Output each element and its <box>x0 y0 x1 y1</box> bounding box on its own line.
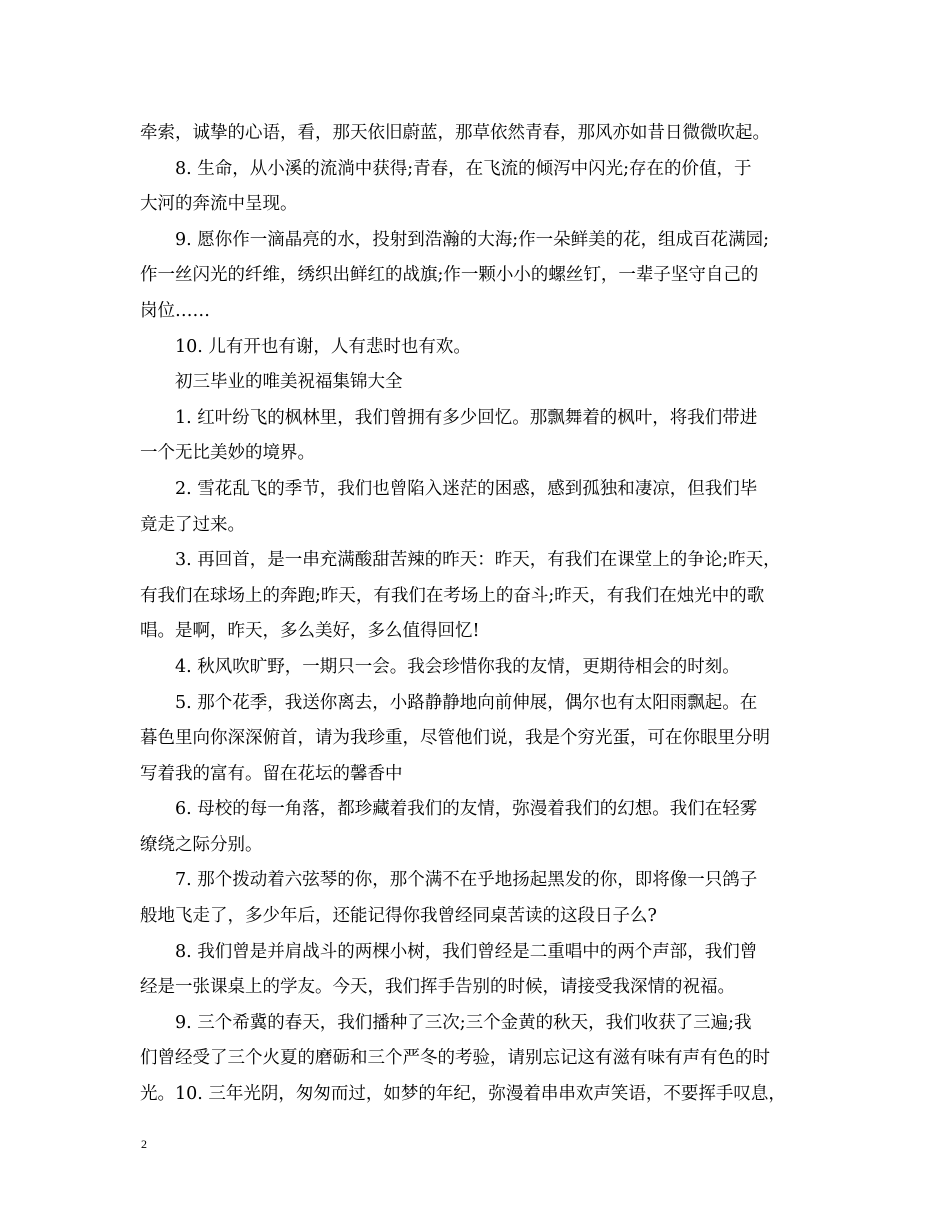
text-line: 大河的奔流中呈现。 <box>140 194 298 215</box>
text-line: 4. 秋风吹旷野，一期只一会。我会珍惜你我的友情，更期待相会的时刻。 <box>175 656 740 677</box>
text-line: 岗位…… <box>140 300 210 321</box>
text-line: 牵索，诚挚的心语，看，那天依旧蔚蓝，那草依然青春，那风亦如昔日微微吹起。 <box>140 123 770 143</box>
text-line: 暮色里向你深深俯首，请为我珍重，尽管他们说，我是个穷光蛋，可在你眼里分明 <box>140 728 770 749</box>
text-line: 5. 那个花季，我送你离去，小路静静地向前伸展，偶尔也有太阳雨飘起。在 <box>175 692 758 713</box>
text-line: 9. 愿你作一滴晶亮的水，投射到浩瀚的大海;作一朵鲜美的花，组成百花满园; <box>175 229 770 250</box>
page-number: 2 <box>141 1137 147 1151</box>
text-line: 竟走了过来。 <box>140 514 245 535</box>
text-line: 6. 母校的每一角落，都珍藏着我们的友情，弥漫着我们的幻想。我们在轻雾 <box>175 799 758 820</box>
text-line: 3. 再回首，是一串充满酸甜苦辣的昨天：昨天，有我们在课堂上的争论;昨天， <box>175 550 781 571</box>
text-line: 写着我的富有。留在花坛的馨香中 <box>140 763 403 784</box>
text-line: 8. 我们曾是并肩战斗的两棵小树，我们曾经是二重唱中的两个声部，我们曾 <box>175 941 758 962</box>
text-line: 7. 那个拨动着六弦琴的你，那个满不在乎地扬起黑发的你，即将像一只鸽子 <box>175 870 758 891</box>
text-line: 10. 儿有开也有谢，人有悲时也有欢。 <box>175 336 471 357</box>
text-line: 作一丝闪光的纤维，绣织出鲜红的战旗;作一颗小小的螺丝钉，一辈子坚守自己的 <box>140 265 759 286</box>
text-line: 光。10. 三年光阴，匆匆而过，如梦的年纪，弥漫着串串欢声笑语，不要挥手叹息， <box>140 1084 786 1105</box>
text-line: 8. 生命，从小溪的流淌中获得;青春，在飞流的倾泻中闪光;存在的价值，于 <box>175 158 752 179</box>
text-line: 们曾经受了三个火夏的磨砺和三个严冬的考验，请别忘记这有滋有味有声有色的时 <box>140 1048 770 1069</box>
text-line: 有我们在球场上的奔跑;昨天，有我们在考场上的奋斗;昨天，有我们在烛光中的歌 <box>140 585 765 606</box>
document-body <box>140 116 830 1113</box>
text-line: 2. 雪花乱飞的季节，我们也曾陷入迷茫的困惑，感到孤独和凄凉，但我们毕 <box>175 478 758 499</box>
text-line: 9. 三个希冀的春天，我们播种了三次;三个金黄的秋天，我们收获了三遍;我 <box>175 1012 752 1033</box>
text-line: 经是一张课桌上的学友。今天，我们挥手告别的时候，请接受我深情的祝福。 <box>140 977 735 998</box>
text-line: 1. 红叶纷飞的枫林里，我们曾拥有多少回忆。那飘舞着的枫叶，将我们带进 <box>175 407 758 428</box>
text-line: 唱。是啊，昨天，多么美好，多么值得回忆! <box>140 621 480 642</box>
text-line: 一个无比美妙的境界。 <box>140 443 315 464</box>
text-line: 般地飞走了，多少年后，还能记得你我曾经同桌苦读的这段日子么? <box>140 906 657 927</box>
section-heading: 初三毕业的唯美祝福集锦大全 <box>175 372 403 393</box>
text-line: 缭绕之际分别。 <box>140 834 263 855</box>
